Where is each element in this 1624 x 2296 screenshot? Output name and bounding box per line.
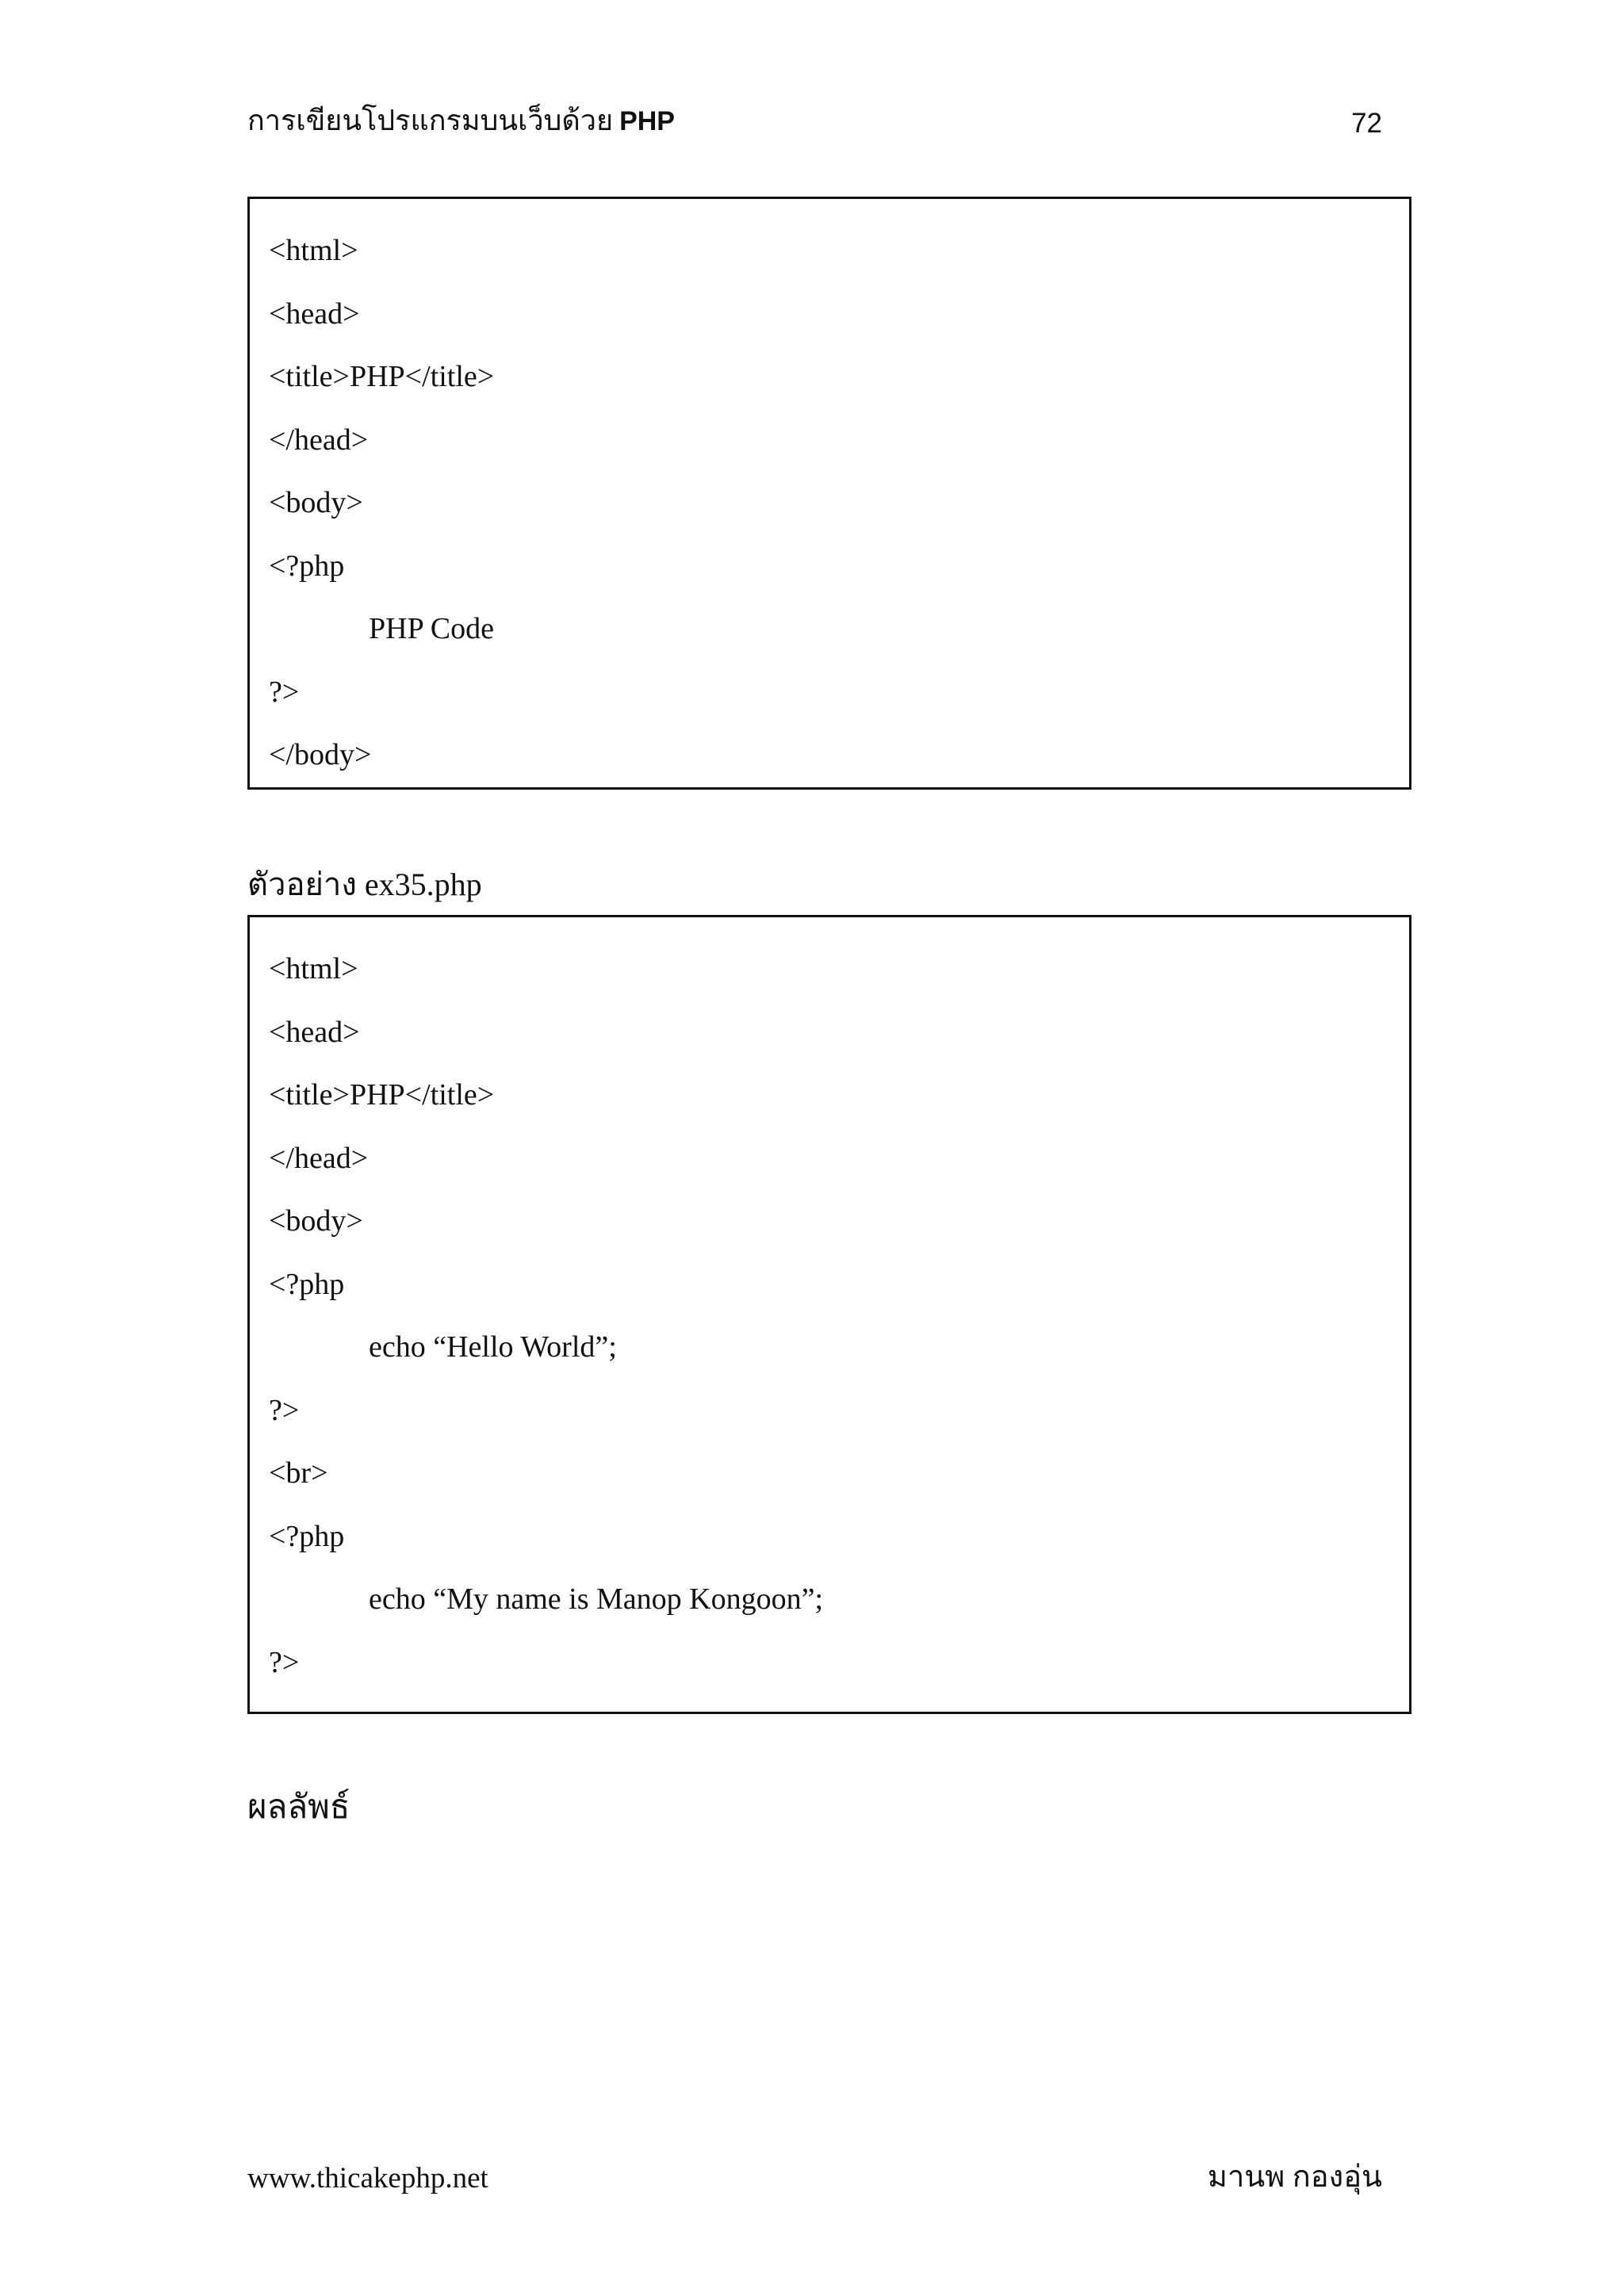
code-line: echo “Hello World”; <box>369 1330 617 1364</box>
code-line: </body> <box>269 738 372 771</box>
code-line: <title>PHP</title> <box>269 1078 495 1112</box>
header-title-text: การเขียนโปรแกรมบนเว็บด้วย <box>247 105 614 136</box>
footer-author: มานพ กองอุ่น <box>1207 2160 1382 2194</box>
code-line: <html> <box>269 234 358 267</box>
page-number: 72 <box>1351 108 1382 139</box>
code-line: <title>PHP</title> <box>269 360 495 393</box>
code-block-template <box>247 197 1411 790</box>
code-line: <?php <box>269 1519 345 1553</box>
code-line: <?php <box>269 549 345 583</box>
code-line: <head> <box>269 1015 360 1049</box>
code-line: <?php <box>269 1267 345 1301</box>
footer-website: www.thicakephp.net <box>247 2162 488 2195</box>
example-caption: ตัวอย่าง ex35.php <box>247 867 482 902</box>
code-line: <head> <box>269 297 360 331</box>
code-line: PHP Code <box>369 612 495 645</box>
result-heading: ผลลัพธ์ <box>247 1789 350 1826</box>
running-header <box>247 101 675 140</box>
header-title-php: PHP <box>619 106 675 136</box>
code-line: <br> <box>269 1456 328 1490</box>
code-line: <html> <box>269 952 358 985</box>
code-line: </head> <box>269 1141 369 1175</box>
code-line: ?> <box>269 1645 300 1679</box>
code-line: <body> <box>269 486 363 519</box>
code-line: echo “My name is Manop Kongoon”; <box>369 1582 824 1616</box>
code-block-example <box>247 915 1411 1714</box>
code-line: </head> <box>269 423 369 457</box>
code-line: <body> <box>269 1204 363 1238</box>
code-line: ?> <box>269 675 300 709</box>
code-line: ?> <box>269 1393 300 1427</box>
